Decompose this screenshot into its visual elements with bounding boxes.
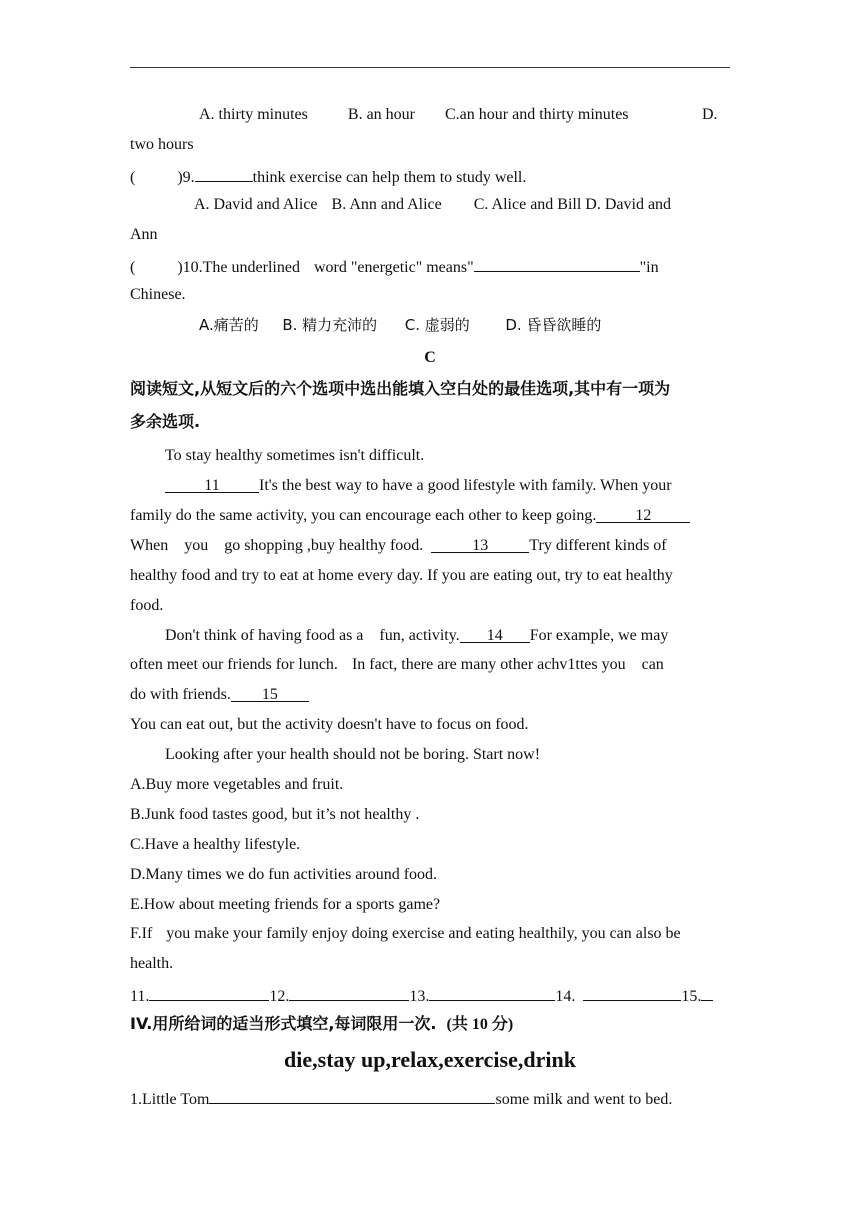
q8-option-d-head: D.: [702, 106, 718, 123]
q9-stem-line: [130, 165, 526, 188]
passage-line-11: Looking after your health should not be boring. Start now!: [165, 746, 541, 763]
q9-option-b: B. Ann and Alice: [331, 196, 442, 213]
q9-number: )9.: [177, 169, 195, 186]
passage-text-3: family do the same activity, you can encourage each other to keep going.: [130, 507, 597, 524]
passage-line-3: [130, 506, 690, 526]
passage-text-4a: When: [130, 537, 169, 554]
q8-option-b: B. an hour: [347, 106, 415, 123]
option-e: E.How about meeting friends for a sports game?: [130, 896, 441, 913]
option-f-text: you make your family enjoy doing exercise and eating healthily, you can also be: [166, 925, 681, 942]
answer-12-blank[interactable]: [289, 984, 409, 1001]
blank-15[interactable]: 15: [231, 685, 309, 702]
q1-blank[interactable]: [209, 1087, 495, 1104]
q10-stem-end: "in: [639, 259, 659, 276]
option-c: C.Have a healthy lifestyle.: [130, 836, 301, 853]
passage-text-7a: Don't think of having food as a: [165, 627, 364, 644]
option-f: [130, 924, 681, 944]
passage-line-7: [165, 626, 668, 646]
section-iv-title: IV.用所给词的适当形式填空,每词限用一次.: [130, 1014, 437, 1033]
option-d: D.Many times we do fun activities around food.: [130, 866, 438, 883]
passage-line-4: [130, 536, 667, 556]
passage-line-6: food.: [130, 597, 164, 614]
q10-number: )10.The underlined: [177, 259, 300, 276]
q10-option-c: C. 虚弱的: [404, 316, 470, 334]
passage-text-8b: In fact, there are many other achv1ttes you: [351, 656, 626, 673]
answer-14-blank[interactable]: [583, 984, 681, 1001]
answer-13-blank[interactable]: [429, 984, 555, 1001]
answer-13-label: 13.: [409, 988, 430, 1005]
q10-stem-tail: Chinese.: [130, 286, 186, 303]
q8-option-a: A. thirty minutes: [199, 106, 308, 123]
option-a: A.Buy more vegetables and fruit.: [130, 776, 344, 793]
passage-text-4d: Try different kinds of: [529, 537, 667, 554]
q8-option-c: C.an hour and thirty minutes: [445, 106, 629, 123]
q9-option-tail: Ann: [130, 226, 158, 243]
q9-blank[interactable]: [195, 165, 253, 182]
answer-11-label: 11.: [130, 988, 150, 1005]
section-c-instruction-1: 阅读短文,从短文后的六个选项中选出能填入空白处的最佳选项,其中有一项为: [130, 379, 671, 398]
passage-line-5: healthy food and try to eat at home every day. If you are eating out, try to eat healthy: [130, 567, 673, 584]
passage-line-1: To stay healthy sometimes isn't difficult.: [165, 447, 425, 464]
q9-option-a: A. David and Alice: [194, 196, 318, 213]
passage-text-8a: often meet our friends for lunch.: [130, 656, 338, 673]
q9-options-line: [194, 195, 671, 215]
section-c-instruction-2: 多余选项.: [130, 412, 201, 431]
q10-options-line: [199, 315, 601, 335]
word-bank: die,stay up,relax,exercise,drink: [284, 1047, 576, 1072]
passage-text-9: do with friends.: [130, 686, 231, 703]
q10-paren-open: (: [130, 259, 136, 276]
q10-option-d: D. 昏昏欲睡的: [505, 316, 602, 334]
passage-text-7c: For example, we may: [529, 627, 669, 644]
section-c-label: C: [424, 349, 436, 366]
q8-option-d-tail: two hours: [130, 136, 194, 153]
q10-option-a: A.痛苦的: [199, 316, 259, 334]
answer-11-blank[interactable]: [149, 984, 269, 1001]
passage-text-8c: can: [641, 656, 664, 673]
passage-text-7b: fun, activity.: [379, 627, 460, 644]
section-iv-score: (共 10 分): [446, 1016, 514, 1033]
answer-12-label: 12.: [269, 988, 290, 1005]
passage-line-8: [130, 655, 664, 675]
q9-stem: think exercise can help them to study well.: [252, 169, 527, 186]
header-rule: [130, 67, 730, 68]
passage-text-4b: you: [184, 537, 209, 554]
section-iv-q1: [130, 1087, 672, 1110]
q10-blank[interactable]: [474, 255, 640, 272]
passage-line-10: You can eat out, but the activity doesn't have to focus on food.: [130, 716, 529, 733]
q1-end: some milk and went to bed.: [495, 1091, 673, 1108]
passage-text-4c: go shopping ,buy healthy food.: [224, 537, 424, 554]
option-f-label: F.If: [130, 925, 153, 942]
q10-stem-mid: word "energetic" means": [313, 259, 474, 276]
option-b: B.Junk food tastes good, but it’s not healthy .: [130, 806, 420, 823]
q9-option-c: C. Alice and Bill D. David and: [473, 196, 672, 213]
q10-stem-line: [130, 255, 659, 278]
blank-13[interactable]: 13: [431, 536, 529, 553]
answer-15-blank[interactable]: [701, 984, 713, 1001]
blank-12[interactable]: 12: [596, 506, 690, 523]
passage-line-9: [130, 685, 309, 705]
answer-15-label: 15.: [681, 988, 702, 1005]
q1-start: 1.Little Tom: [130, 1091, 210, 1108]
answer-14-label: 14.: [555, 988, 576, 1005]
q9-paren-open: (: [130, 169, 136, 186]
passage-text-2: It's the best way to have a good lifestyle with family. When your: [259, 477, 672, 494]
blank-14[interactable]: 14: [460, 626, 530, 643]
q10-option-b: B. 精力充沛的: [282, 316, 378, 334]
section-iv-heading: [130, 1014, 513, 1035]
answer-line: [130, 984, 713, 1007]
q8-options-line: [199, 105, 629, 125]
passage-line-2: [165, 476, 672, 496]
blank-11[interactable]: 11: [165, 476, 259, 493]
option-f-tail: health.: [130, 955, 174, 972]
